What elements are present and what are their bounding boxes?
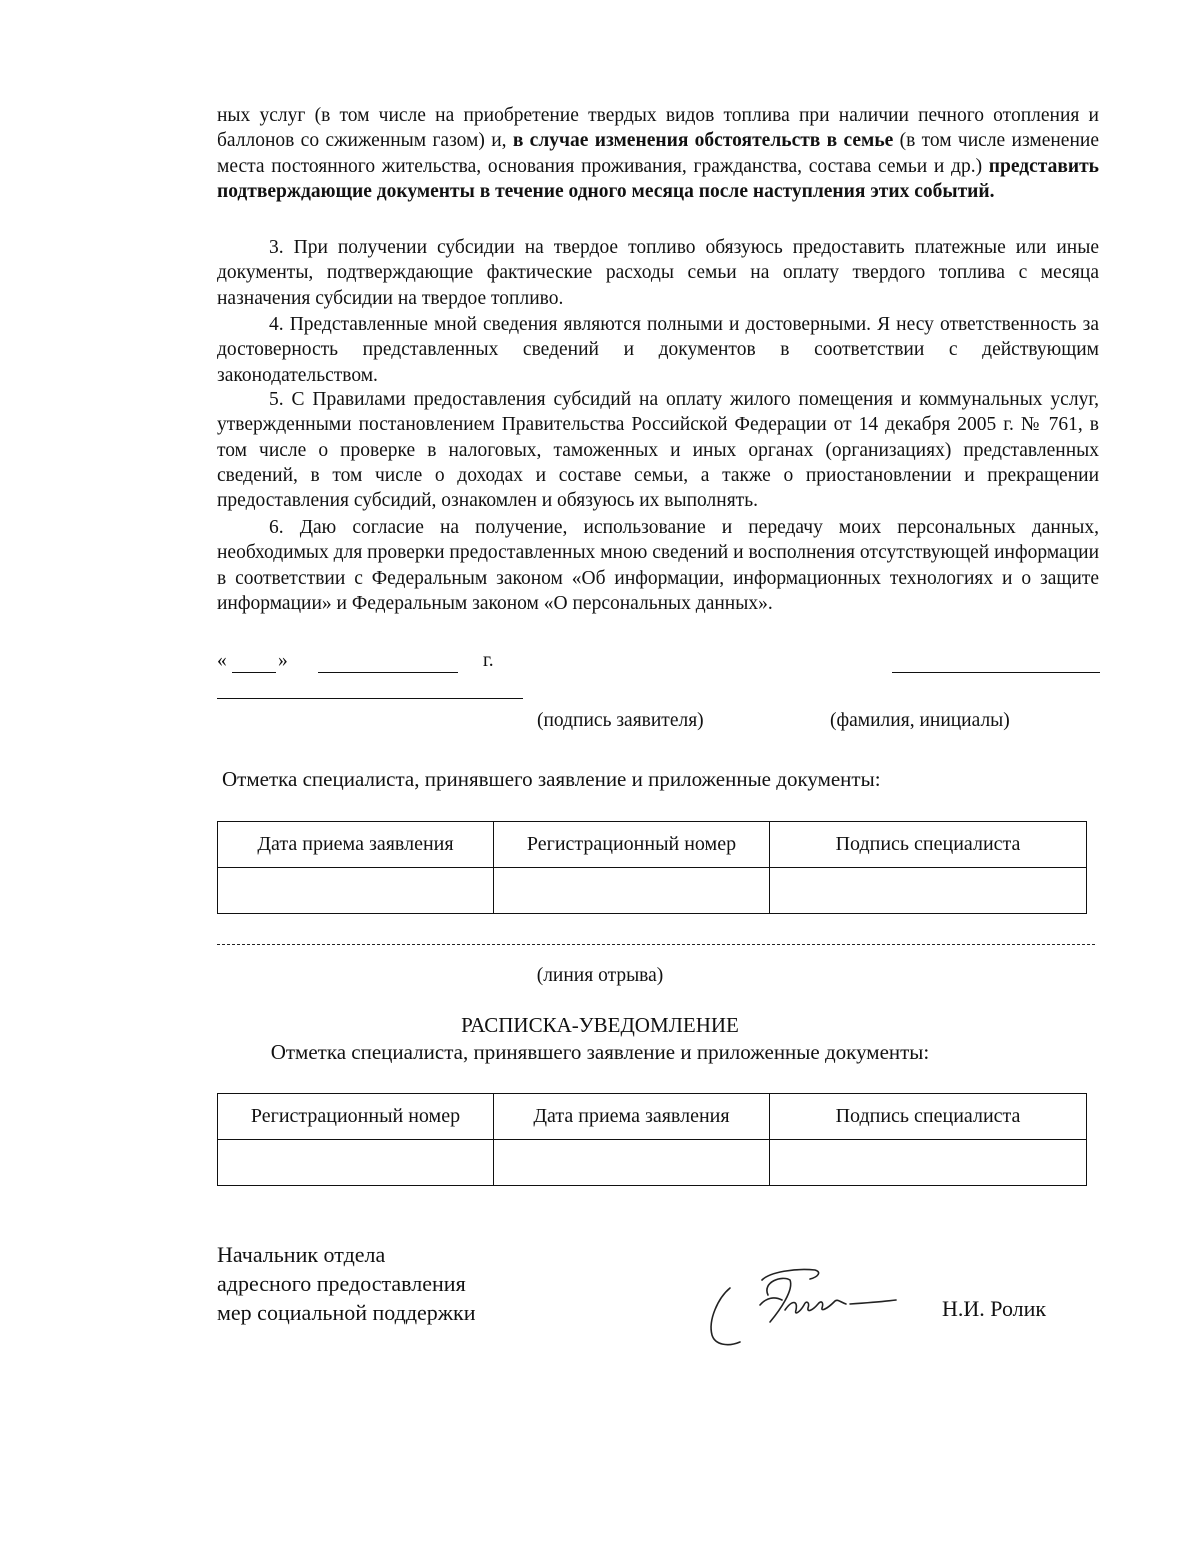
date-quote-open: « — [217, 650, 227, 671]
handwritten-signature — [700, 1250, 910, 1360]
tear-line-label: (линия отрыва) — [536, 965, 664, 986]
signature-field[interactable] — [217, 698, 523, 699]
header-cell: Подпись специалиста — [770, 822, 1087, 868]
date-year-suffix: г. — [483, 650, 494, 671]
header-cell: Дата приема заявления — [494, 1094, 770, 1140]
specialist-signature-cell[interactable] — [770, 868, 1087, 914]
position-line-2: адресного предоставления — [217, 1271, 466, 1296]
date-day-field[interactable] — [232, 672, 276, 673]
table-header-row — [218, 822, 1087, 868]
table-row — [218, 868, 1087, 914]
para-text-1: ных услуг (в том числе на приобретение твердых видов топлива при наличии печного отопления и баллонов со сжиженным газом) и, — [217, 105, 1099, 152]
paragraph-continued — [217, 103, 1099, 204]
signature-label: (подпись заявителя) — [537, 710, 704, 731]
table-row — [218, 1140, 1087, 1186]
table-header-row — [218, 1094, 1087, 1140]
position-line-3: мер социальной поддержки — [217, 1300, 476, 1325]
date-quote-close: » — [278, 650, 288, 671]
receipt-table — [217, 1093, 1087, 1186]
registration-number-cell[interactable] — [494, 868, 770, 914]
para-text-2: (в том числе изменение места постоянного жительства, основания проживания, гражданства, состава семьи и др.) — [217, 130, 1099, 177]
header-cell: Регистрационный номер — [494, 822, 770, 868]
signer-name: Н.И. Ролик — [942, 1296, 1047, 1321]
specialist-mark-table — [217, 821, 1087, 914]
specialist-mark-title: Отметка специалиста, принявшего заявление и приложенные документы: — [222, 767, 881, 791]
paragraph-6 — [217, 515, 1099, 616]
receipt-subtitle: Отметка специалиста, принявшего заявление и приложенные документы: — [270, 1040, 930, 1064]
surname-field[interactable] — [892, 672, 1100, 673]
date-received-cell[interactable] — [494, 1140, 770, 1186]
header-cell: Дата приема заявления — [218, 822, 494, 868]
paragraph-3-text: 3. При получении субсидии на твердое топливо обязуюсь предоставить платежные или иные документы, подтверждающие фактические расходы семьи на оплату твердого топлива с месяца назначения субсидии на твердое топливо. — [217, 237, 1099, 309]
name-label: (фамилия, инициалы) — [830, 710, 1010, 731]
para-bold-2: представить подтверждающие документы в течение одного месяца после наступления этих событий. — [217, 155, 1099, 202]
header-cell: Регистрационный номер — [218, 1094, 494, 1140]
specialist-signature-cell[interactable] — [770, 1140, 1087, 1186]
receipt-title: РАСПИСКА-УВЕДОМЛЕНИЕ — [461, 1013, 739, 1037]
date-month-field[interactable] — [318, 672, 458, 673]
paragraph-4 — [217, 312, 1099, 388]
paragraph-5 — [217, 387, 1099, 513]
registration-number-cell[interactable] — [218, 1140, 494, 1186]
position-line-1: Начальник отдела — [217, 1242, 386, 1267]
paragraph-6-text: 6. Даю согласие на получение, использование и передачу моих персональных данных, необходимых для проверки предоставленных мною сведений и восполнения отсутствующей информации в соответствии с Федеральным законом «Об информации, информационных технологиях и о защите информации» и Федеральным законом «О персональных данных». — [217, 517, 1099, 614]
paragraph-5-text: 5. С Правилами предоставления субсидий на оплату жилого помещения и коммунальных услуг, утвержденными постановлением Правительства Российской Федерации от 14 декабря 2005 г. № 761, в том числе о проверке в налоговых, таможенных и иных органах (организациях) представленных сведений, в том числе о доходах и составе семьи, а также о приостановлении и прекращении предоставления субсидий, ознакомлен и обязуюсь их выполнять. — [217, 389, 1099, 512]
paragraph-4-text: 4. Представленные мной сведения являются полными и достоверными. Я несу ответственность за достоверность представленных сведений и документов в соответствии с действующим законодательством. — [217, 314, 1099, 386]
paragraph-3 — [217, 235, 1099, 311]
tear-line — [217, 944, 1095, 945]
para-bold-1: в случае изменения обстоятельств в семье — [512, 130, 894, 152]
date-received-cell[interactable] — [218, 868, 494, 914]
header-cell: Подпись специалиста — [770, 1094, 1087, 1140]
